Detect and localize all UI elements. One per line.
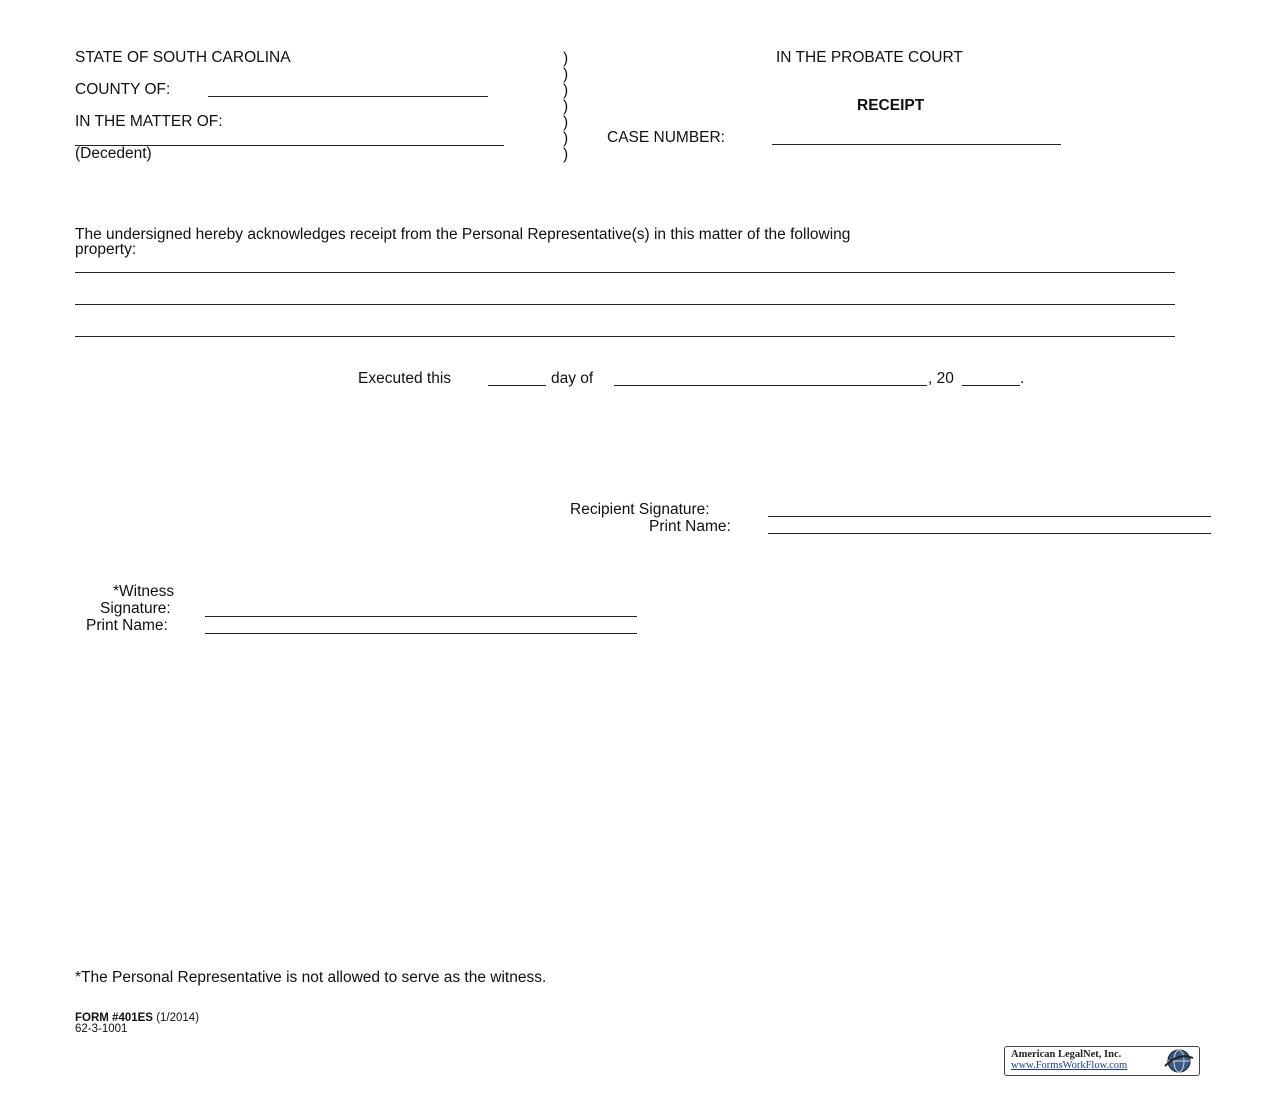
executed-day-of-label: day of [551, 370, 594, 387]
witness-signature-label: Signature: [100, 600, 171, 617]
caption-paren: ) [563, 146, 569, 163]
recipient-signature-label: Recipient Signature: [570, 501, 710, 518]
globe-icon [1161, 1048, 1197, 1074]
recipient-print-name-label: Print Name: [649, 518, 731, 535]
court-label: IN THE PROBATE COURT [776, 49, 963, 66]
county-field[interactable] [208, 96, 488, 97]
witness-print-name-label: Print Name: [86, 617, 168, 634]
executed-label: Executed this [358, 370, 452, 387]
executed-period: . [1020, 370, 1025, 387]
publisher-name: American LegalNet, Inc. [1011, 1049, 1122, 1060]
caption-paren: ) [563, 98, 569, 115]
executed-year-field[interactable] [962, 385, 1020, 386]
case-number-label: CASE NUMBER: [607, 129, 725, 146]
executed-month-field[interactable] [614, 385, 927, 386]
witness-print-name-field[interactable] [205, 633, 637, 634]
property-line-1[interactable] [75, 272, 1175, 273]
decedent-label: (Decedent) [75, 145, 152, 162]
matter-label: IN THE MATTER OF: [75, 113, 223, 130]
form-number: FORM #401ES [75, 1012, 153, 1024]
form-date: (1/2014) [156, 1012, 200, 1024]
publisher-link[interactable]: www.FormsWorkFlow.com [1011, 1060, 1128, 1071]
statute-reference: 62-3-1001 [75, 1023, 128, 1035]
county-label: COUNTY OF: [75, 81, 171, 98]
caption-paren: ) [563, 82, 569, 99]
acknowledgment-text-cont: property: [75, 241, 137, 258]
state-label: STATE OF SOUTH CAROLINA [75, 49, 291, 66]
witness-signature-field[interactable] [205, 616, 637, 617]
property-line-2[interactable] [75, 304, 1175, 305]
case-number-field[interactable] [772, 144, 1061, 145]
acknowledgment-text: The undersigned hereby acknowledges receipt from the Personal Representative(s) in this matter of the following [75, 226, 851, 243]
property-line-3[interactable] [75, 336, 1175, 337]
executed-day-field[interactable] [488, 385, 546, 386]
caption-paren: ) [563, 130, 569, 147]
caption-paren: ) [563, 50, 569, 67]
caption-paren: ) [563, 66, 569, 83]
recipient-print-name-field[interactable] [768, 533, 1211, 534]
publisher-logo [1004, 1046, 1200, 1076]
executed-year-label: , 20 [928, 370, 954, 387]
caption-paren: ) [563, 114, 569, 131]
recipient-signature-field[interactable] [768, 516, 1211, 517]
form-title: RECEIPT [857, 97, 925, 114]
witness-footnote: *The Personal Representative is not allowed to serve as the witness. [75, 969, 547, 986]
witness-label: *Witness [113, 583, 175, 600]
